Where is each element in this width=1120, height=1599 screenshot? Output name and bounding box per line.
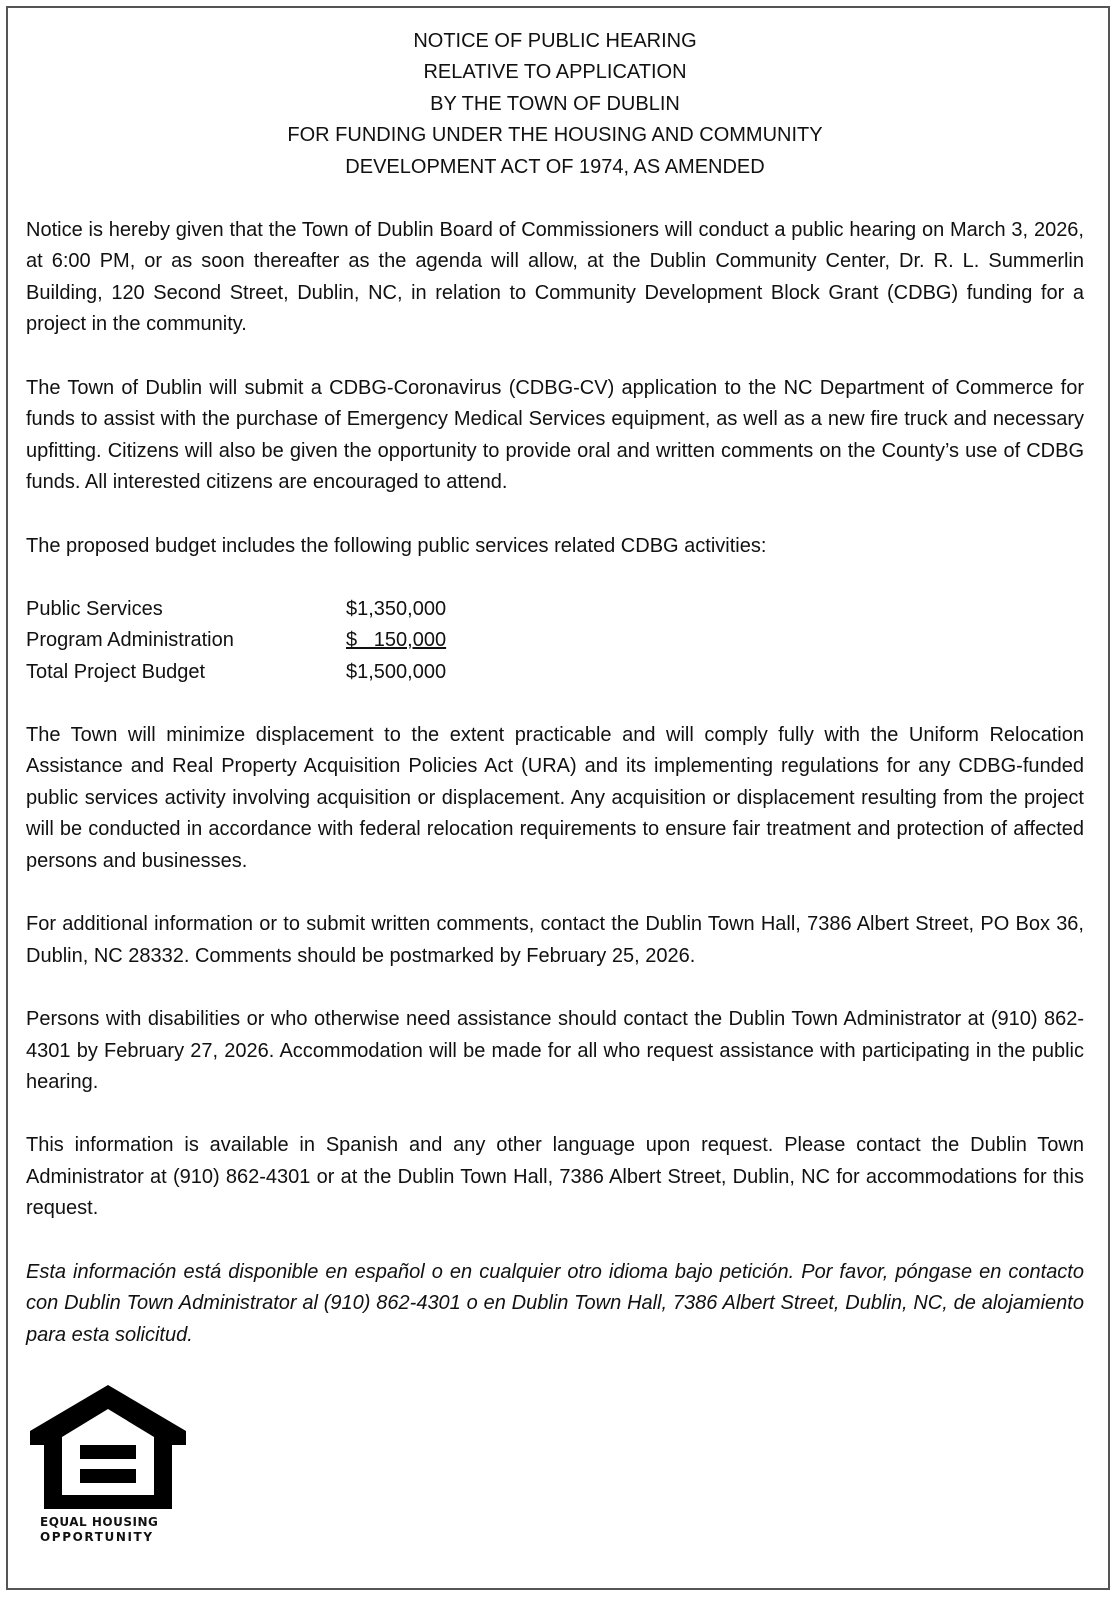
contact-paragraph: For additional information or to submit written comments, contact the Dublin Town Hall, 7386 Albert Street, PO Box 36, Dublin, NC 28332. Comments should be postmarked by February 25, 2026. bbox=[26, 913, 1084, 967]
header-line-2: RELATIVE TO APPLICATION bbox=[423, 61, 687, 84]
budget-row bbox=[26, 594, 1084, 625]
header-line-4: FOR FUNDING UNDER THE HOUSING AND COMMUNITY bbox=[287, 124, 823, 147]
language-paragraph: This information is available in Spanish and any other language upon request. Please contact the Dublin Town Administrator at (910) 862-4301 or at the Dublin Town Hall, 7386 Albert Street, Dublin, NC for accommodations for this request. bbox=[26, 1134, 1084, 1220]
application-paragraph: The Town of Dublin will submit a CDBG-Coronavirus (CDBG-CV) application to the NC Department of Commerce for funds to assist with the purchase of Emergency Medical Services equipment, as well as a new fire truck and necessary upfitting. Citizens will also be given the opportunity to provide oral and written comments on the County’s use of CDBG funds. All interested citizens are encouraged to attend. bbox=[26, 376, 1084, 494]
displacement-paragraph: The Town will minimize displacement to the extent practicable and will comply fully with the Uniform Relocation Assistance and Real Property Acquisition Policies Act (URA) and its implementing regulations for any CDBG-funded public services activity involving acquisition or displacement. Any acquisition or displacement resulting from the project will be conducted in accordance with federal relocation requirements to ensure fair treatment and protection of affected persons and businesses. bbox=[26, 723, 1084, 872]
disability-paragraph: Persons with disabilities or who otherwise need assistance should contact the Dublin Town Administrator at (910) 862-4301 by February 27, 2026. Accommodation will be made for all who request assistance with participating in the public hearing. bbox=[26, 1007, 1084, 1094]
budget-label: Public Services bbox=[26, 597, 163, 620]
logo-line-1: EQUAL HOUSING bbox=[40, 1515, 159, 1529]
budget-amount: $ 150,000 bbox=[346, 629, 447, 652]
header-line-3: BY THE TOWN OF DUBLIN bbox=[430, 92, 680, 115]
spanish-paragraph: Esta información está disponible en español o en cualquier otro idioma bajo petición. Por favor, póngase en contacto con Dublin Town Administrator al (910) 862-4301 o en Dublin Town Hall, 7386 Albert Street, Dublin, NC, de alojamiento para esta solicitud. bbox=[26, 1260, 1084, 1346]
budget-intro-paragraph: The proposed budget includes the following public services related CDBG activities: bbox=[26, 534, 767, 557]
budget-label: Program Administration bbox=[26, 629, 234, 652]
budget-amount: $1,350,000 bbox=[346, 597, 447, 620]
budget-row bbox=[26, 625, 1084, 656]
notice-content bbox=[26, 26, 1084, 1351]
equal-housing-logo bbox=[28, 1383, 188, 1545]
notice-header bbox=[26, 26, 1084, 183]
budget-label: Total Project Budget bbox=[26, 660, 205, 683]
budget-table bbox=[26, 594, 1084, 688]
budget-row bbox=[26, 657, 1084, 688]
header-line-5: DEVELOPMENT ACT OF 1974, AS AMENDED bbox=[345, 155, 765, 178]
equal-housing-house-icon bbox=[28, 1383, 188, 1511]
hearing-notice-paragraph: Notice is hereby given that the Town of Dublin Board of Commissioners will conduct a public hearing on March 3, 2026, at 6:00 PM, or as soon thereafter as the agenda will allow, at the Dublin Community Center, Dr. R. L. Summerlin Building, 120 Second Street, Dublin, NC, in relation to Community Development Block Grant (CDBG) funding for a project in the community. bbox=[26, 218, 1084, 336]
logo-line-2: OPPORTUNITY bbox=[40, 1530, 154, 1544]
budget-amount: $1,500,000 bbox=[346, 660, 447, 683]
equal-housing-text bbox=[40, 1515, 188, 1545]
header-line-1: NOTICE OF PUBLIC HEARING bbox=[413, 30, 697, 52]
